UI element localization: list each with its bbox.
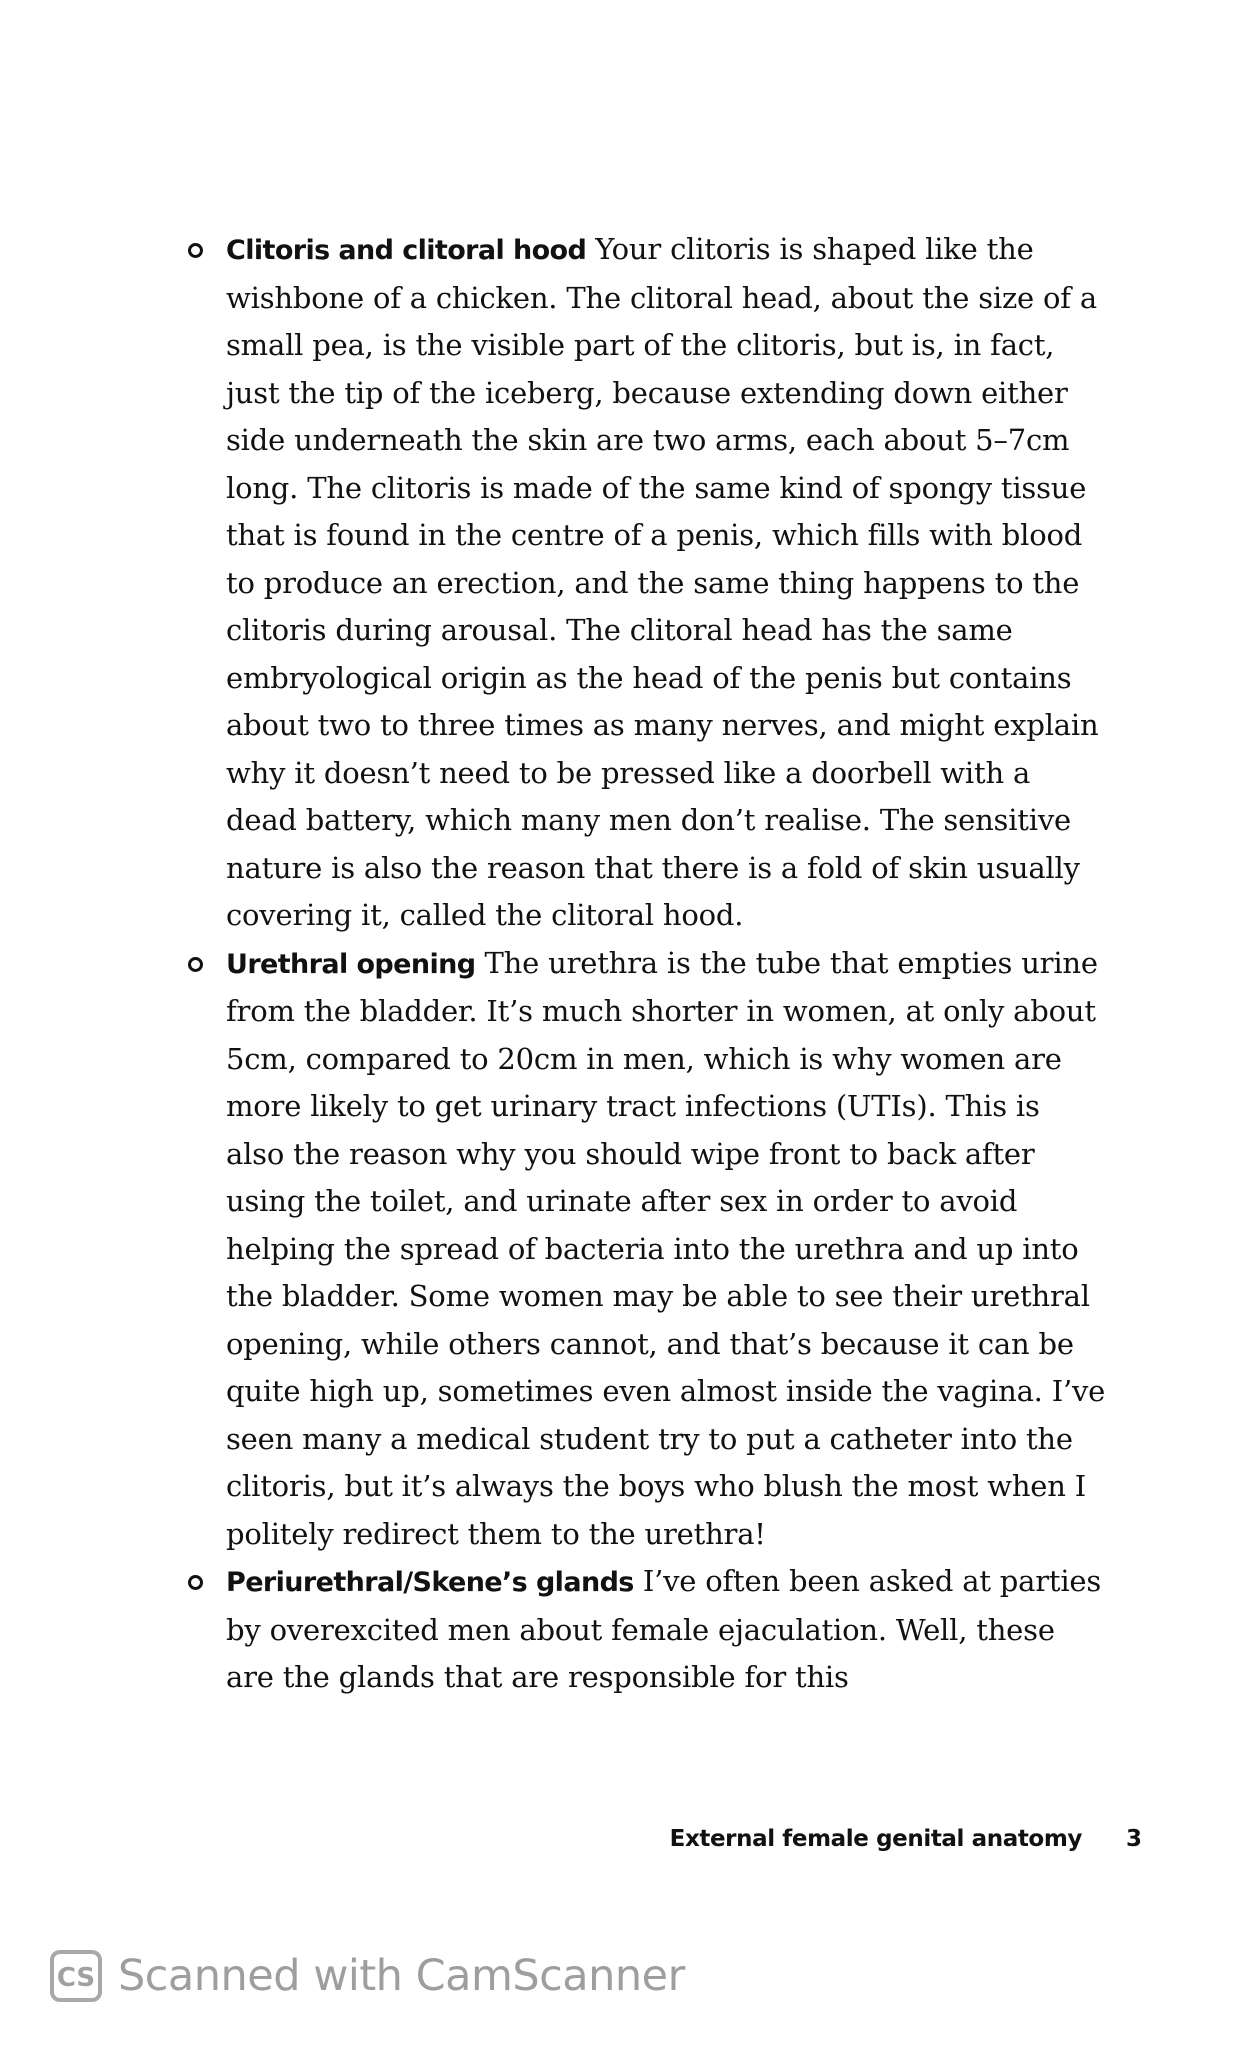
cs-logo-glyph <box>56 1959 96 1993</box>
page-body <box>226 226 1106 1702</box>
circle-bullet-icon <box>188 957 203 972</box>
camscanner-watermark <box>50 1946 685 2006</box>
circle-bullet-icon <box>188 243 203 258</box>
list-item-clitoris <box>226 226 1106 940</box>
item-text: The urethra is the tube that empties urine from the bladder. It’s much shorter in women, at only about 5cm, compared to 20cm in men, which is why women are more likely to get urinary tract infections (UTIs). This is also the reason why you should wipe front to back after using the toilet, and urinate after sex in order to avoid helping the spread of bacteria into the urethra and up into the bladder. Some women may be able to see their urethral opening, while others cannot, and that’s because it can be quite high up, sometimes even almost inside the vagina. I’ve seen many a medical student try to put a catheter into the clitoris, but it’s always the boys who blush the most when I politely redirect them to the urethra! <box>226 945 1106 1551</box>
term-heading: Periurethral/Skene’s glands <box>226 1567 634 1598</box>
page-footer <box>0 1826 1248 1866</box>
camscanner-logo-icon <box>50 1950 102 2002</box>
circle-bullet-icon <box>188 1575 203 1590</box>
running-title: External female genital anatomy <box>669 1826 1082 1852</box>
list-item-urethral-opening <box>226 940 1106 1559</box>
watermark-text: Scanned with CamScanner <box>118 1951 685 2001</box>
item-text: I’ve often been asked at parties by overexcited men about female ejaculation. Well, these are the glands that are responsible for this <box>226 1564 1102 1694</box>
svg-text:CS: CS <box>56 1963 96 1993</box>
page-number: 3 <box>1126 1826 1143 1852</box>
item-text: Your clitoris is shaped like the wishbone of a chicken. The clitoral head, about the size of a small pea, is the visible part of the clitoris, but is, in fact, just the tip of the iceberg, because extending down either side underneath the skin are two arms, each about 5–7cm long. The clitoris is made of the same kind of spongy tissue that is found in the centre of a penis, which fills with blood to produce an erection, and the same thing happens to the clitoris during arousal. The clitoral head has the same embryological origin as the head of the penis but contains about two to three times as many nerves, and might explain why it doesn’t need to be pressed like a doorbell with a dead battery, which many men don’t realise. The sensitive nature is also the reason that there is a fold of skin usually covering it, called the clitoral hood. <box>226 232 1099 932</box>
term-heading: Clitoris and clitoral hood <box>226 235 587 266</box>
list-item-skenes-glands <box>226 1558 1106 1702</box>
term-heading: Urethral opening <box>226 948 476 980</box>
anatomy-list <box>226 226 1106 1702</box>
